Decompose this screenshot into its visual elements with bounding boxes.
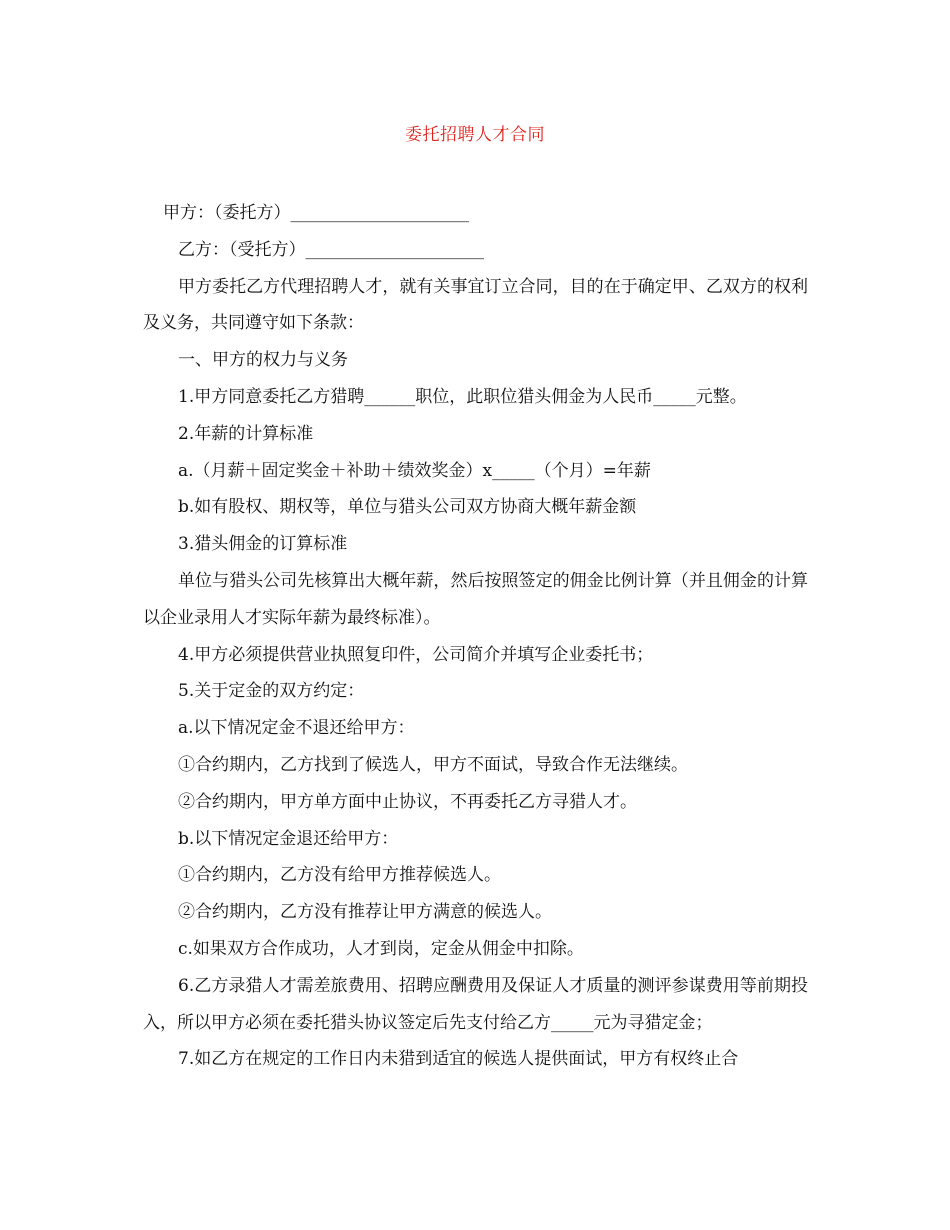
clause-5: 5.关于定金的双方约定： [178, 681, 365, 702]
clause-6: 6.乙方录猎人才需差旅费用、招聘应酬费用及保证人才质量的测评参谋费用等前期投入，所以甲方必须在委托猎头协议签定后先支付给乙方_____元为寻猎定金； [143, 975, 808, 1033]
clause-5a-item-2: ②合约期内，甲方单方面中止协议，不再委托乙方寻猎人才。 [178, 791, 637, 812]
party-a-line: 甲方：（委托方）_____________________ [163, 203, 469, 223]
clause-3: 3.猎头佣金的订算标准 [178, 534, 348, 555]
section-heading: 一、甲方的权力与义务 [178, 350, 348, 371]
clause-3-detail: 单位与猎头公司先核算出大概年薪，然后按照签定的佣金比例计算（并且佣金的计算以企业录用人才实际年薪为最终标准）。 [143, 570, 808, 628]
clause-5a-item-1: ①合约期内，乙方找到了候选人，甲方不面试，导致合作无法继续。 [178, 754, 688, 775]
contract-title: 委托招聘人才合同 [405, 125, 545, 145]
clause-5b: b.以下情况定金退还给甲方： [178, 828, 399, 849]
clause-2b: b.如有股权、期权等，单位与猎头公司双方协商大概年薪金额 [178, 497, 637, 518]
clause-1: 1.甲方同意委托乙方猎聘______职位，此职位猎头佣金为人民币_____元整。 [178, 386, 747, 407]
clause-5c: c.如果双方合作成功，人才到岗，定金从佣金中扣除。 [178, 938, 584, 959]
party-b-line: 乙方：（受托方）_____________________ [178, 239, 484, 260]
clause-2a: a.（月薪＋固定奖金＋补助＋绩效奖金）x_____（个月）=年薪 [178, 460, 651, 481]
clause-5a: a.以下情况定金不退还给甲方： [178, 718, 415, 739]
contract-body [143, 195, 808, 1078]
clause-7: 7.如乙方在规定的工作日内未猎到适宜的候选人提供面试，甲方有权终止合 [178, 1049, 739, 1070]
clause-5b-item-1: ①合约期内，乙方没有给甲方推荐候选人。 [178, 865, 501, 886]
clause-5b-item-2: ②合约期内，乙方没有推荐让甲方满意的候选人。 [178, 902, 552, 923]
clause-2: 2.年薪的计算标准 [178, 423, 314, 444]
preamble-paragraph: 甲方委托乙方代理招聘人才，就有关事宜订立合同，目的在于确定甲、乙双方的权利及义务，共同遵守如下条款： [143, 276, 808, 334]
clause-4: 4.甲方必须提供营业执照复印件，公司简介并填写企业委托书； [178, 644, 654, 665]
